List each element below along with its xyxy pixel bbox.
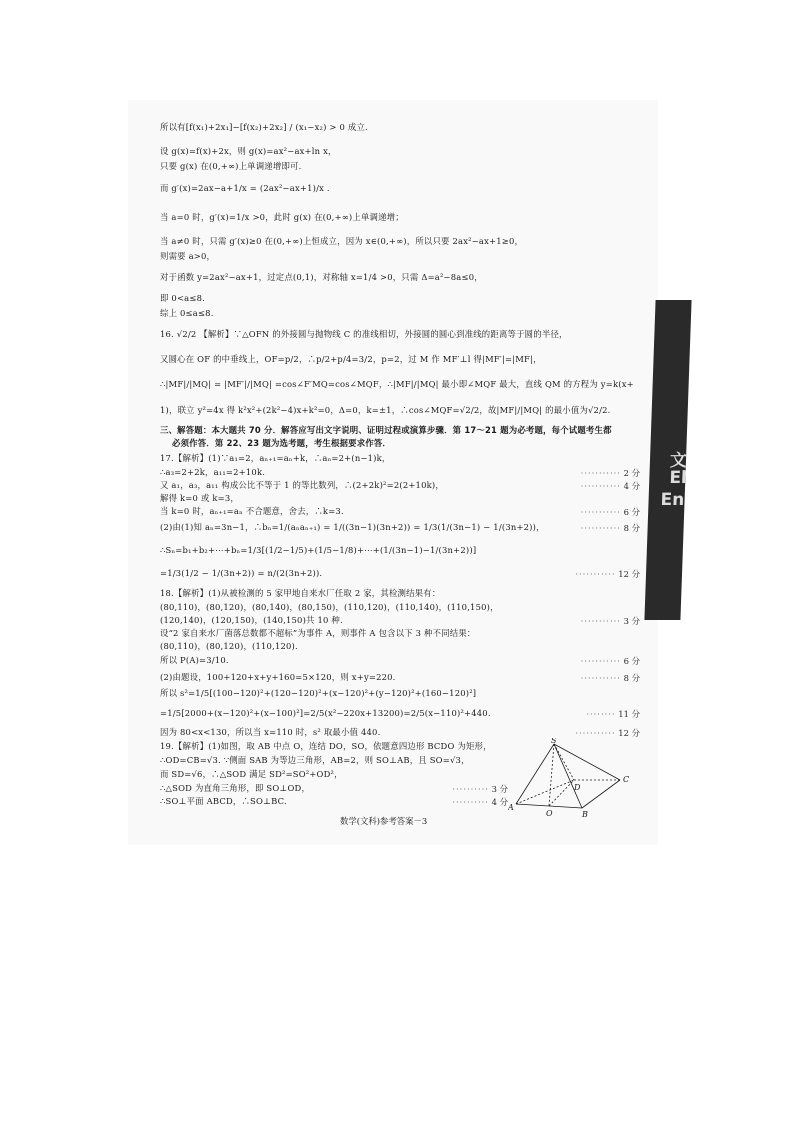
text-line: 而 g′(x)=2ax−a+1/x = (2ax²−ax+1)/x .	[160, 183, 330, 193]
text-line: (2)由(1)知 aₙ=3n−1，∴bₙ=1/(aₙaₙ₊₁) = 1/((3n−1)(3n+2)) = 1/3(1/(3n−1) − 1/(3n+2))，	[160, 522, 545, 532]
text-line: 对于函数 y=2ax²−ax+1，过定点(0,1)，对称轴 x=1/4 >0，只需 Δ=a²−8a≤0，	[160, 272, 483, 282]
text-line: 又圆心在 OF 的中垂线上，OF=p/2，∴p/2+p/4=3/2，p=2，过 M 作 MF′⊥l 得|MF′|=|MF|，	[160, 354, 542, 364]
text-line: 即 0<a≤8.	[160, 293, 205, 303]
text-line: =1/3(1/2 − 1/(3n+2)) = n/(2(3n+2)).	[160, 568, 323, 578]
text-line: (80,110)，(80,120)，(80,140)，(80,150)，(110,120)，(110,140)，(110,150)，	[160, 602, 499, 612]
text-line: 又 a₁，a₃，a₁₁ 构成公比不等于 1 的等比数列，∴(2+2k)²=2(2+10k)，	[160, 480, 444, 490]
label-c: C	[623, 775, 630, 784]
text-line: =1/5[2000+(x−120)²+(x−100)²]=2/5(x²−220x+13200)=2/5(x−110)²+440.	[160, 708, 491, 718]
edge-sa	[516, 744, 554, 804]
edge-od	[549, 780, 574, 806]
score-marker: ··········· 3 分	[580, 616, 640, 626]
text-line: 所以 s²=1/5[(100−120)²+(120−120)²+(x−120)²+(y−120)²+(160−120)²]	[160, 688, 477, 698]
edge-bc	[582, 780, 620, 808]
edge-sb	[554, 744, 582, 808]
text-line: 所以 P(A)=3/10.	[160, 655, 229, 665]
text-line: ∴a₃=2+2k，a₁₁=2+10k.	[160, 467, 266, 477]
text-line: 综上 0≤a≤8.	[160, 308, 214, 318]
text-line: 当 a≠0 时，只需 g′(x)≥0 在(0,+∞)上恒成立，因为 x∈(0,+∞)，所以只要 2ax²−ax+1≥0，	[160, 236, 524, 246]
text-line: 19.【解析】(1)如图，取 AB 中点 O，连结 DO，SO，依题意四边形 BCDO 为矩形，	[160, 741, 492, 751]
score-marker: ··········· 8 分	[580, 523, 640, 533]
text-line: 设 g(x)=f(x)+2x，则 g(x)=ax²−ax+ln x，	[160, 146, 337, 156]
pyramid-figure	[508, 738, 638, 818]
score-marker: ··········· 2 分	[580, 468, 640, 478]
text-line: 所以有[f(x₁)+2x₁]−[f(x₂)+2x₂] / (x₁−x₂) > 0 成立.	[160, 122, 368, 132]
score-marker: ··········· 6 分	[580, 507, 640, 517]
label-d: D	[574, 783, 581, 792]
text-line: ∴Sₙ=b₁+b₂+⋯+bₙ=1/3[(1/2−1/5)+(1/5−1/8)+⋯+(1/(3n−1)−1/(3n+2))]	[160, 545, 477, 555]
score-marker: ·········· 4 分	[452, 797, 508, 807]
score-marker: ·········· 3 分	[452, 784, 508, 794]
text-line: 解得 k=0 或 k=3，	[160, 493, 239, 503]
text-line: ∴SO⊥平面 ABCD，∴SO⊥BC.	[160, 796, 287, 806]
text-line: 17.【解析】(1)∵a₁=2，aₙ₊₁=aₙ+k，∴aₙ=2+(n−1)k，	[160, 453, 391, 463]
text-line: 当 k=0 时，aₙ₊₁=aₙ 不合题意，舍去，∴k=3.	[160, 506, 344, 516]
text-line: 而 SD=√6，∴△SOD 满足 SD²=SO²+OD²，	[160, 769, 343, 779]
text-line: (120,140)，(120,150)，(140,150)共 10 种.	[160, 615, 343, 625]
section-heading: 必须作答．第 22、23 题为选考题，考生根据要求作答．	[172, 438, 391, 448]
text-line: (80,110)，(80,120)，(110,120).	[160, 641, 298, 651]
text-line: 只要 g(x) 在(0,+∞)上单调递增即可.	[160, 161, 302, 171]
text-line: 当 a=0 时，g′(x)=1/x >0，此时 g(x) 在(0,+∞)上单调递增；	[160, 212, 404, 222]
label-s: S	[551, 738, 557, 745]
score-marker: ··········· 12 分	[575, 728, 640, 738]
text-line: 1)，联立 y²=4x 得 k²x²+(2k²−4)x+k²=0，Δ=0，k=±1，∴cos∠MQF=√2/2，故|MF|/|MQ| 的最小值为√2/2.	[160, 405, 611, 415]
text-line: 16. √2/2 【解析】∵△OFN 的外接圆与抛物线 C 的准线相切，外接圆的圆心到准线的距离等于圆的半径，	[160, 329, 568, 339]
score-marker: ··········· 8 分	[580, 673, 640, 683]
text-line: 18.【解析】(1)从被检测的 5 家甲地自来水厂任取 2 家，其检测结果有：	[160, 588, 441, 598]
score-marker: ··········· 4 分	[580, 481, 640, 491]
edge-so	[549, 744, 554, 806]
score-marker: ··········· 6 分	[580, 656, 640, 666]
text-line: 因为 80<x<130，所以当 x=110 时，s² 取最小值 440.	[160, 727, 381, 737]
text-line: 设“2 家自来水厂菌落总数都不超标”为事件 A，则事件 A 包含以下 3 种不同结果：	[160, 628, 476, 638]
text-line: ∴OD=CB=√3. ∵侧面 SAB 为等边三角形，AB=2，则 SO⊥AB，且 SO=√3，	[160, 755, 470, 765]
label-a: A	[508, 803, 514, 812]
edge-glyph: 文	[669, 451, 688, 471]
label-b: B	[582, 810, 588, 818]
edge-glyph: El	[669, 468, 688, 488]
score-marker: ········ 11 分	[586, 709, 640, 719]
text-line: (2)由题设，100+120+x+y+160=5×120，则 x+y=220.	[160, 672, 396, 682]
label-o: O	[546, 809, 553, 818]
score-marker: ··········· 12 分	[575, 569, 640, 579]
text-line: ∴|MF|/|MQ| = |MF′|/|MQ| =cos∠F′MQ=cos∠MQF，∴|MF|/|MQ| 最小即∠MQF 最大，直线 QM 的方程为 y=k(x+	[160, 379, 634, 389]
edge-ad	[516, 780, 574, 804]
text-line: ∴△SOD 为直角三角形，即 SO⊥OD，	[160, 783, 311, 793]
page-footer: 数学(文科)参考答案－3	[340, 816, 428, 826]
text-line: 则需要 a>0，	[160, 251, 216, 261]
section-heading: 三、解答题：本大题共 70 分．解答应写出文字说明、证明过程或演算步骤．第 17～21 题为必考题，每个试题考生都	[160, 425, 612, 435]
edge-glyph: En	[660, 490, 685, 510]
